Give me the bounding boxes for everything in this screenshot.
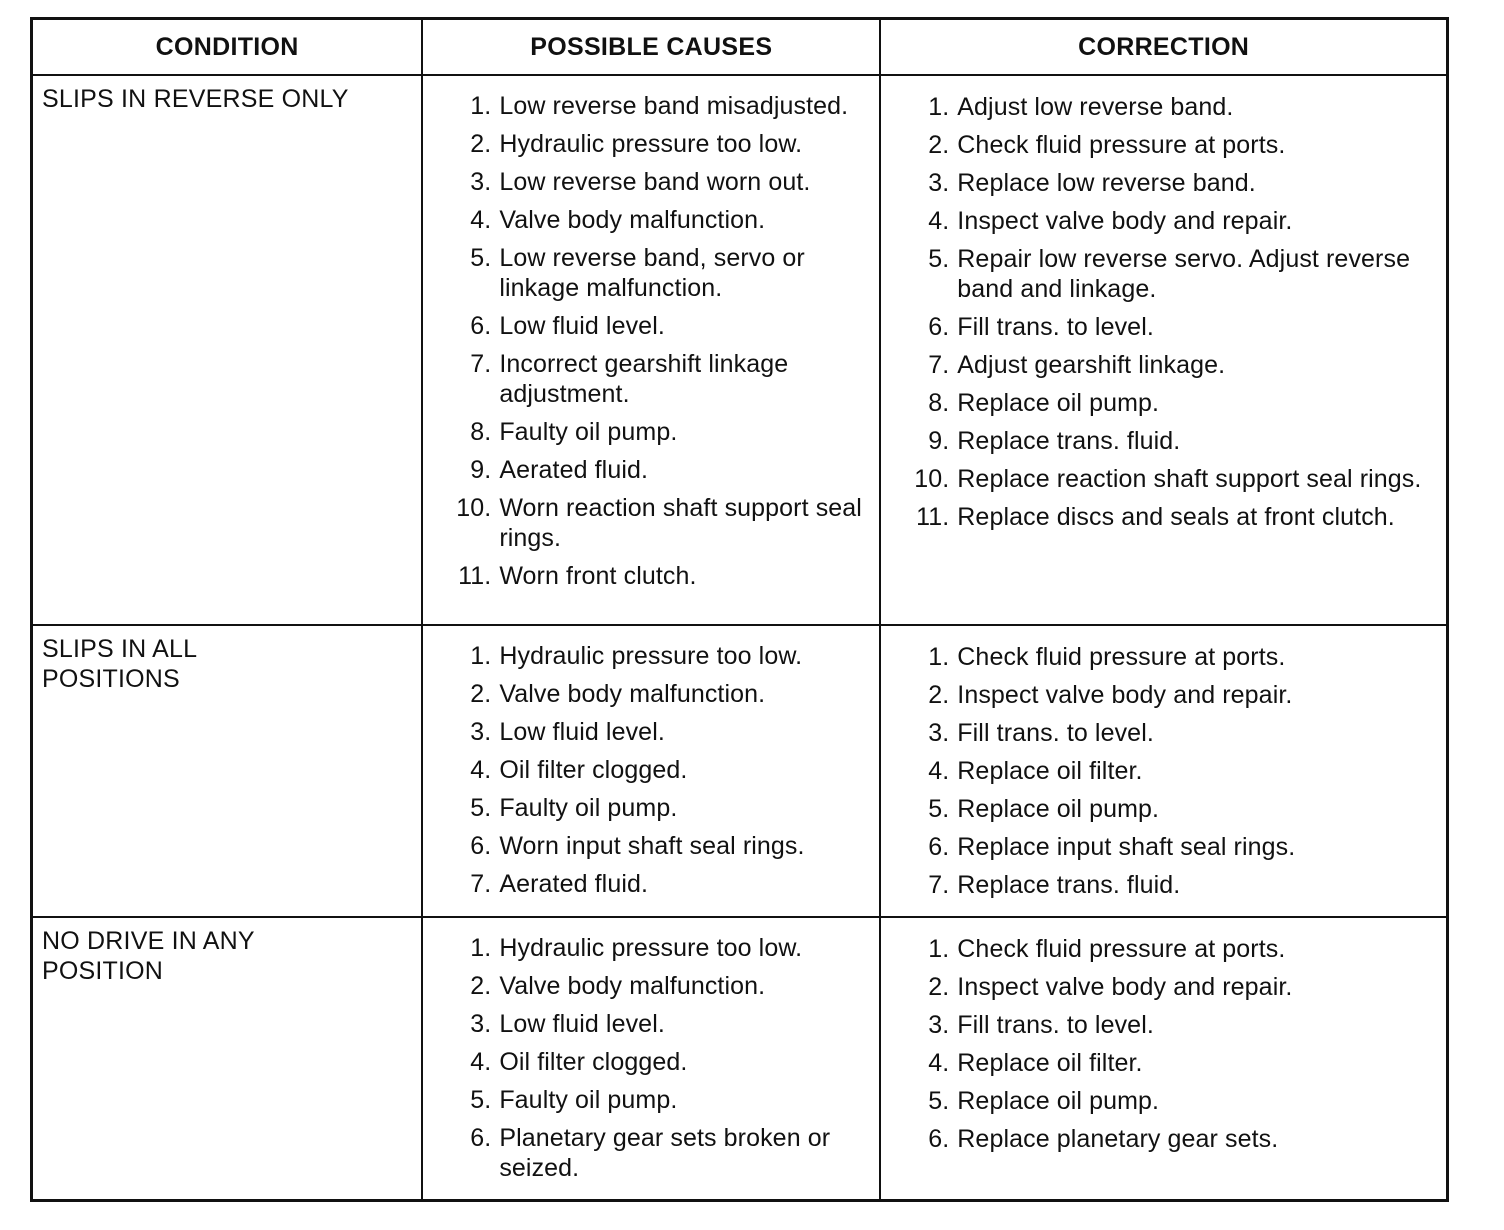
item-number: 4. (470, 756, 492, 784)
causes-list (423, 918, 879, 1199)
cause-item (443, 455, 869, 485)
item-number: 7. (928, 351, 950, 379)
item-number: 2. (470, 130, 492, 158)
item-text: Worn front clutch. (499, 562, 697, 590)
causes-list (423, 626, 879, 915)
item-number: 6. (470, 832, 492, 860)
header-condition: CONDITION (32, 19, 423, 76)
item-number: 4. (470, 1048, 492, 1076)
item-text: Low reverse band worn out. (499, 168, 811, 196)
item-number: 6. (470, 312, 492, 340)
item-number: 4. (928, 1049, 950, 1077)
item-text: Check fluid pressure at ports. (957, 935, 1286, 963)
item-text: Low fluid level. (499, 718, 665, 746)
correction-item (901, 502, 1436, 532)
correction-item (901, 464, 1436, 494)
corrections-cell (880, 75, 1447, 625)
correction-item (901, 426, 1436, 456)
item-text: Valve body malfunction. (499, 680, 766, 708)
item-number: 10. (456, 494, 492, 522)
item-number: 1. (470, 934, 492, 962)
condition-cell (32, 75, 423, 625)
item-number: 5. (928, 1087, 950, 1115)
corrections-list (881, 918, 1446, 1170)
correction-item (901, 168, 1436, 198)
correction-item (901, 1048, 1436, 1078)
item-text: Hydraulic pressure too low. (499, 934, 803, 962)
item-number: 3. (928, 1011, 950, 1039)
item-number: 2. (928, 131, 950, 159)
correction-item (901, 794, 1436, 824)
item-text: Oil filter clogged. (499, 756, 688, 784)
corrections-cell (880, 625, 1447, 917)
cause-item (443, 311, 869, 341)
item-number: 5. (928, 795, 950, 823)
item-number: 3. (928, 719, 950, 747)
correction-item (901, 1010, 1436, 1040)
correction-item (901, 130, 1436, 160)
item-number: 9. (470, 456, 492, 484)
item-text: Faulty oil pump. (499, 1086, 678, 1114)
condition-text: NO DRIVE IN ANY POSITION (42, 927, 255, 985)
cause-item (443, 1009, 869, 1039)
item-text: Faulty oil pump. (499, 418, 678, 446)
cause-item (443, 971, 869, 1001)
item-text: Incorrect gearshift linkage adjustment. (499, 350, 789, 408)
corrections-list (881, 626, 1446, 916)
correction-item (901, 756, 1436, 786)
item-text: Aerated fluid. (499, 870, 649, 898)
condition-text: SLIPS IN ALL POSITIONS (42, 635, 197, 693)
item-number: 5. (470, 794, 492, 822)
causes-cell (422, 917, 880, 1201)
cause-item (443, 561, 869, 591)
item-text: Fill trans. to level. (957, 313, 1154, 341)
cause-item (443, 417, 869, 447)
item-text: Worn input shaft seal rings. (499, 832, 805, 860)
item-text: Replace input shaft seal rings. (957, 833, 1296, 861)
item-number: 6. (470, 1124, 492, 1152)
item-text: Oil filter clogged. (499, 1048, 688, 1076)
item-text: Replace planetary gear sets. (957, 1125, 1279, 1153)
table-row (32, 917, 1448, 1201)
corrections-list (881, 76, 1446, 548)
correction-item (901, 1086, 1436, 1116)
item-number: 1. (470, 642, 492, 670)
item-number: 3. (470, 168, 492, 196)
correction-item (901, 92, 1436, 122)
cause-item (443, 641, 869, 671)
correction-item (901, 680, 1436, 710)
item-text: Low fluid level. (499, 312, 665, 340)
item-number: 11. (458, 562, 492, 590)
item-number: 11. (916, 503, 950, 531)
item-number: 1. (470, 92, 492, 120)
correction-item (901, 934, 1436, 964)
item-number: 8. (928, 389, 950, 417)
item-text: Adjust low reverse band. (957, 93, 1234, 121)
item-text: Valve body malfunction. (499, 206, 766, 234)
header-correction: CORRECTION (880, 19, 1447, 76)
item-text: Low reverse band, servo or linkage malfunction. (499, 244, 805, 302)
condition-cell (32, 625, 423, 917)
item-text: Replace oil pump. (957, 795, 1160, 823)
item-text: Hydraulic pressure too low. (499, 642, 803, 670)
item-text: Planetary gear sets broken or seized. (499, 1124, 831, 1182)
cause-item (443, 831, 869, 861)
correction-item (901, 972, 1436, 1002)
item-number: 7. (470, 870, 492, 898)
item-text: Faulty oil pump. (499, 794, 678, 822)
correction-item (901, 1124, 1436, 1154)
correction-item (901, 350, 1436, 380)
cause-item (443, 755, 869, 785)
item-number: 4. (470, 206, 492, 234)
cause-item (443, 1123, 869, 1183)
correction-item (901, 718, 1436, 748)
item-number: 2. (470, 972, 492, 1000)
item-number: 6. (928, 313, 950, 341)
cause-item (443, 91, 869, 121)
cause-item (443, 349, 869, 409)
cause-item (443, 129, 869, 159)
item-number: 1. (928, 93, 950, 121)
correction-item (901, 206, 1436, 236)
item-number: 2. (470, 680, 492, 708)
item-text: Aerated fluid. (499, 456, 649, 484)
item-number: 6. (928, 1125, 950, 1153)
diagnosis-table (30, 17, 1449, 1202)
item-number: 5. (470, 1086, 492, 1114)
item-number: 1. (928, 643, 950, 671)
correction-item (901, 388, 1436, 418)
item-text: Replace trans. fluid. (957, 871, 1181, 899)
item-text: Inspect valve body and repair. (957, 681, 1293, 709)
correction-item (901, 832, 1436, 862)
item-text: Check fluid pressure at ports. (957, 643, 1286, 671)
item-text: Replace oil pump. (957, 389, 1160, 417)
corrections-cell (880, 917, 1447, 1201)
item-text: Check fluid pressure at ports. (957, 131, 1286, 159)
item-number: 10. (914, 465, 950, 493)
item-text: Inspect valve body and repair. (957, 207, 1293, 235)
item-number: 3. (470, 718, 492, 746)
item-text: Fill trans. to level. (957, 1011, 1154, 1039)
item-number: 2. (928, 973, 950, 1001)
correction-item (901, 312, 1436, 342)
cause-item (443, 679, 869, 709)
item-text: Replace oil pump. (957, 1087, 1160, 1115)
item-text: Replace oil filter. (957, 1049, 1143, 1077)
item-text: Replace trans. fluid. (957, 427, 1181, 455)
item-number: 9. (928, 427, 950, 455)
item-text: Replace oil filter. (957, 757, 1143, 785)
header-possible-causes: POSSIBLE CAUSES (422, 19, 880, 76)
causes-list (423, 76, 879, 607)
condition-text: SLIPS IN REVERSE ONLY (42, 85, 349, 113)
item-text: Inspect valve body and repair. (957, 973, 1293, 1001)
item-text: Valve body malfunction. (499, 972, 766, 1000)
item-text: Hydraulic pressure too low. (499, 130, 803, 158)
cause-item (443, 243, 869, 303)
table-row (32, 625, 1448, 917)
item-number: 5. (928, 245, 950, 273)
header-row (32, 19, 1448, 76)
cause-item (443, 493, 869, 553)
correction-item (901, 870, 1436, 900)
correction-item (901, 244, 1436, 304)
cause-item (443, 1047, 869, 1077)
item-text: Low fluid level. (499, 1010, 665, 1038)
item-text: Low reverse band misadjusted. (499, 92, 849, 120)
cause-item (443, 933, 869, 963)
correction-item (901, 642, 1436, 672)
item-text: Replace discs and seals at front clutch. (957, 503, 1395, 531)
cause-item (443, 869, 869, 899)
item-number: 1. (928, 935, 950, 963)
item-number: 2. (928, 681, 950, 709)
condition-cell (32, 917, 423, 1201)
item-number: 7. (928, 871, 950, 899)
item-text: Fill trans. to level. (957, 719, 1154, 747)
table-row (32, 75, 1448, 625)
item-number: 8. (470, 418, 492, 446)
item-number: 7. (470, 350, 492, 378)
cause-item (443, 205, 869, 235)
item-number: 5. (470, 244, 492, 272)
item-text: Repair low reverse servo. Adjust reverse band and linkage. (957, 245, 1411, 303)
item-number: 4. (928, 757, 950, 785)
item-text: Replace low reverse band. (957, 169, 1256, 197)
item-number: 3. (470, 1010, 492, 1038)
item-number: 3. (928, 169, 950, 197)
causes-cell (422, 625, 880, 917)
cause-item (443, 717, 869, 747)
causes-cell (422, 75, 880, 625)
item-text: Adjust gearshift linkage. (957, 351, 1226, 379)
item-number: 6. (928, 833, 950, 861)
cause-item (443, 167, 869, 197)
item-text: Replace reaction shaft support seal rings. (957, 465, 1422, 493)
item-text: Worn reaction shaft support seal rings. (499, 494, 862, 552)
cause-item (443, 1085, 869, 1115)
cause-item (443, 793, 869, 823)
item-number: 4. (928, 207, 950, 235)
